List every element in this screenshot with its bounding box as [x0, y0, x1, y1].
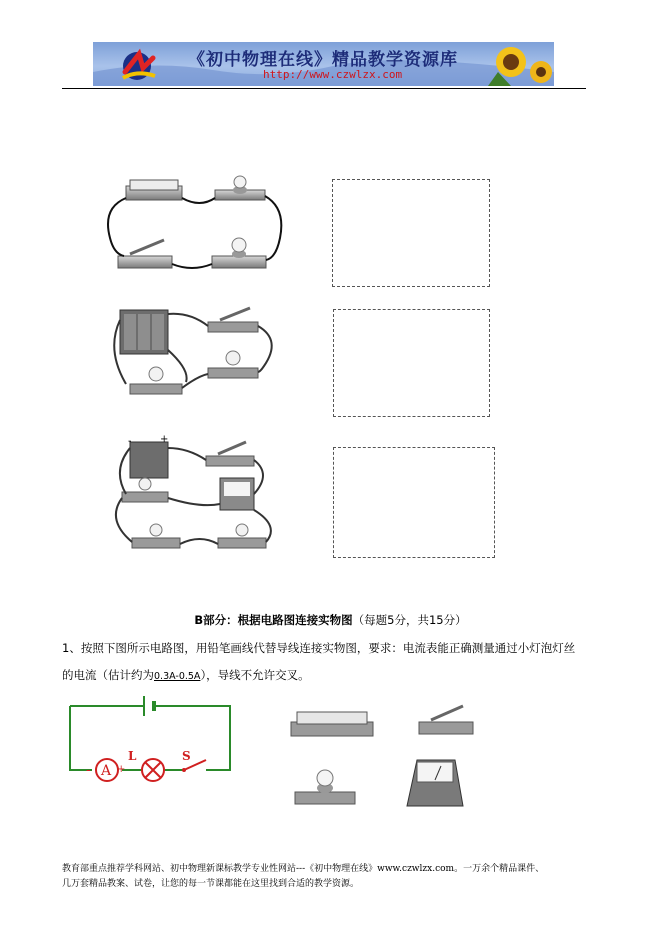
- switch-symbol: [182, 749, 206, 772]
- battery-pack-icon: [128, 434, 168, 478]
- circuit-photo-3: [100, 434, 290, 556]
- lamp-label: L: [128, 749, 137, 763]
- components-photo: [285, 700, 485, 812]
- circuit-diagram: [62, 694, 242, 790]
- bulb-icon: [130, 367, 182, 394]
- switch-icon: [118, 240, 172, 268]
- circuit-photo-1: [100, 168, 290, 278]
- question-1-line-2: [62, 667, 310, 683]
- lamp-symbol: [128, 749, 164, 781]
- bulb-icon: [208, 351, 258, 378]
- banner-title: 《初中物理在线》精品教学资源库: [188, 50, 458, 70]
- switch-label: S: [182, 749, 191, 763]
- header-banner: [93, 42, 554, 86]
- ammeter-icon: [220, 478, 254, 510]
- ammeter-plus: +: [117, 764, 126, 775]
- ammeter-label: A: [101, 763, 112, 779]
- bulb-icon: [122, 478, 168, 502]
- section-title-text: B部分：根据电路图连接实物图: [194, 613, 353, 627]
- bulb-icon: [132, 524, 180, 548]
- answer-box-3[interactable]: [333, 447, 495, 558]
- svg-text:-: -: [128, 436, 132, 447]
- ammeter-icon: [407, 760, 463, 806]
- question-1-line-1: 1、按照下图所示电路图，用铅笔画线代替导线连接实物图，要求：电流表能正确测量通过小灯泡灯丝: [62, 641, 576, 655]
- section-score-note: （每题5分，共15分）: [352, 613, 467, 627]
- switch-icon: [208, 308, 258, 332]
- battery-holder-icon: [291, 712, 373, 736]
- banner-url: http://www.czwlzx.com: [263, 68, 403, 81]
- bulb-icon: [295, 770, 355, 804]
- logo-icon: [123, 52, 155, 80]
- battery-pack-icon: [120, 310, 168, 354]
- footer: [62, 862, 602, 892]
- circuit-photo-2: [100, 300, 290, 410]
- section-title: [0, 612, 661, 628]
- switch-icon: [206, 442, 254, 466]
- header-divider: [62, 88, 586, 89]
- bulb-icon: [215, 176, 265, 200]
- current-range: 0.3A-0.5A: [154, 671, 201, 682]
- svg-text:+: +: [160, 434, 169, 445]
- switch-icon: [419, 706, 473, 734]
- bulb-icon: [212, 238, 266, 268]
- battery-holder-icon: [126, 180, 182, 200]
- question-1-text: 的电流（估计约为: [62, 668, 154, 682]
- answer-box-1[interactable]: [332, 179, 490, 287]
- answer-box-2[interactable]: [333, 309, 490, 417]
- bulb-icon: [218, 524, 266, 548]
- footer-line-1: 教育部重点推荐学科网站、初中物理新课标教学专业性网站---《初中物理在线》www.czwlzx.com。一万余个精品课件、: [62, 864, 545, 874]
- battery-symbol: [144, 696, 154, 716]
- ammeter-minus: -: [86, 762, 91, 778]
- footer-line-2: 几万套精品教案、试卷，让您的每一节课都能在这里找到合适的教学资源。: [62, 879, 360, 889]
- question-1-text-suffix: ），导线不允许交叉。: [200, 668, 310, 682]
